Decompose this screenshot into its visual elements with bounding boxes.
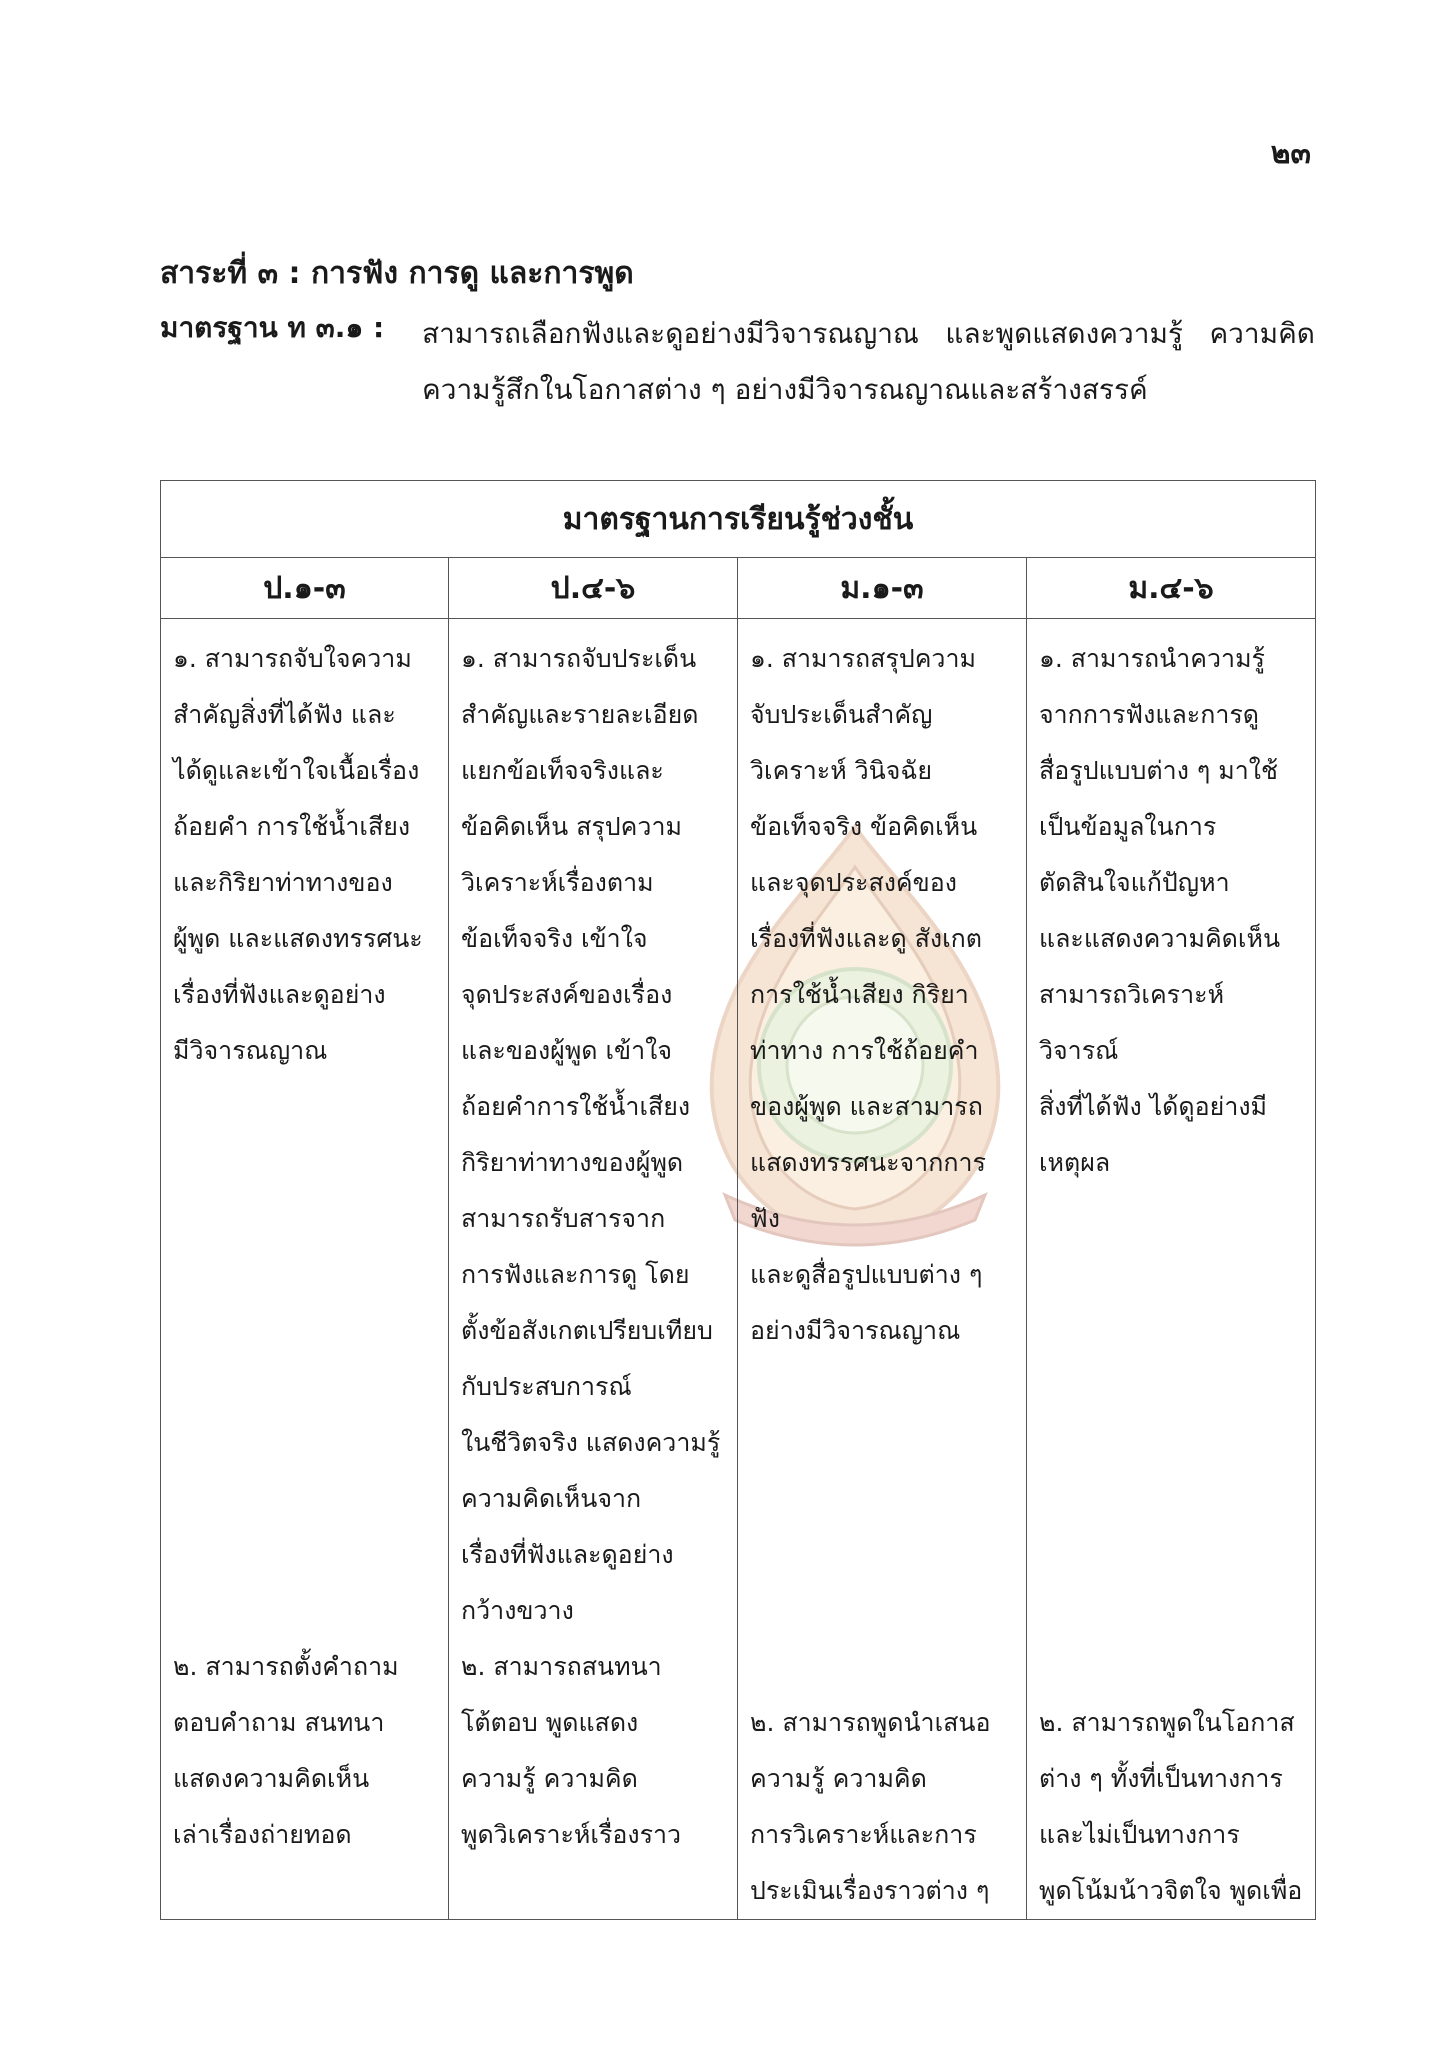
strand-title: สาระที่ ๓ : การฟัง การดู และการพูด	[160, 256, 634, 291]
item-line: สามารถวิเคราะห์วิจารณ์	[1039, 980, 1225, 1065]
level-heading-m1-3: ม.๑-๓	[738, 558, 1027, 619]
item-line: วิเคราะห์ วินิจฉัย	[750, 756, 933, 785]
item-line: วิเคราะห์เรื่องตาม	[461, 868, 654, 897]
standard-item-2	[750, 1695, 1014, 1919]
item-line: ความรู้ ความคิด	[461, 1764, 638, 1793]
item-line: และจุดประสงค์ของ	[750, 868, 957, 897]
item-line: แยกข้อเท็จจริงและ	[461, 756, 664, 785]
item-line: การวิเคราะห์และการ	[750, 1820, 977, 1849]
item-line: ๑. สามารถจับใจความ	[173, 644, 412, 673]
level-heading-m4-6: ม.๔-๖	[1027, 558, 1316, 619]
column-cell	[738, 619, 1027, 1920]
standards-table	[160, 480, 1316, 1920]
item-line: ความรู้ ความคิด	[750, 1764, 927, 1793]
item-line: และของผู้พูด เข้าใจ	[461, 1036, 673, 1065]
column-cell	[449, 619, 738, 1920]
page-number: ๒๓	[1270, 136, 1311, 171]
item-line: และแสดงความคิดเห็น	[1039, 924, 1281, 953]
item-line: พูดโน้มน้าวจิตใจ พูดเพื่อ	[1039, 1876, 1303, 1905]
item-line: ได้ดูและเข้าใจเนื้อเรื่อง	[173, 756, 420, 785]
standard-label: มาตรฐาน ท ๓.๑ :	[160, 311, 385, 344]
item-line: และไม่เป็นทางการ	[1039, 1820, 1240, 1849]
item-line: และกิริยาท่าทางของ	[173, 868, 393, 897]
item-line: ถ้อยคำ การใช้น้ำเสียง	[173, 812, 411, 841]
standard-item-1	[173, 631, 436, 1079]
item-line: พูดวิเคราะห์เรื่องราว	[461, 1820, 682, 1849]
item-line: ประเมินเรื่องราวต่าง ๆ	[750, 1876, 990, 1905]
item-line: ๑. สามารถนำความรู้	[1039, 644, 1265, 673]
standard-line: ความรู้สึกในโอกาสต่าง ๆ อย่างมีวิจารณญาณและสร้างสรรค์	[422, 373, 1148, 406]
item-line: และดูสื่อรูปแบบต่าง ๆ	[750, 1260, 983, 1289]
item-line: ข้อคิดเห็น สรุปความ	[461, 812, 682, 841]
standard-item-1	[750, 631, 1014, 1359]
standard-item-1	[1039, 631, 1303, 1191]
item-line: ท่าทาง การใช้ถ้อยคำ	[750, 1036, 979, 1065]
standard-item-1	[461, 631, 725, 1639]
item-line: ๑. สามารถจับประเด็น	[461, 644, 697, 673]
item-line: ตอบคำถาม สนทนา	[173, 1708, 385, 1737]
item-line: มีวิจารณญาณ	[173, 1036, 328, 1065]
standard-line: สามารถเลือกฟังและดูอย่างมีวิจารณญาณ และพูดแสดงความรู้ ความคิด	[422, 317, 1315, 350]
item-line: ของผู้พูด และสามารถ	[750, 1092, 983, 1121]
item-line: ๒. สามารถพูดนำเสนอ	[750, 1708, 991, 1737]
item-line: ๒. สามารถตั้งคำถาม	[173, 1652, 399, 1681]
item-line: จุดประสงค์ของเรื่อง	[461, 980, 673, 1009]
item-line: จากการฟังและการดู	[1039, 700, 1260, 729]
item-line: ๑. สามารถสรุปความ	[750, 644, 976, 673]
table-title: มาตรฐานการเรียนรู้ช่วงชั้น	[161, 481, 1316, 558]
item-line: สำคัญสิ่งที่ได้ฟัง และ	[173, 700, 396, 729]
column-cell	[161, 619, 449, 1920]
item-line: การใช้น้ำเสียง กิริยา	[750, 980, 969, 1009]
item-line: แสดงความคิดเห็น	[173, 1764, 370, 1793]
level-heading-p1-3: ป.๑-๓	[161, 558, 449, 619]
item-line: จับประเด็นสำคัญ	[750, 700, 933, 729]
item-line: อย่างมีวิจารณญาณ	[750, 1316, 961, 1345]
column-cell	[1027, 619, 1316, 1920]
item-line: ความคิดเห็นจาก	[461, 1484, 642, 1513]
standard-item-2	[173, 1639, 436, 1863]
item-line: กิริยาท่าทางของผู้พูด	[461, 1148, 684, 1177]
item-line: สิ่งที่ได้ฟัง ได้ดูอย่างมี	[1039, 1092, 1268, 1121]
item-line: กับประสบการณ์	[461, 1372, 632, 1401]
item-line: ในชีวิตจริง แสดงความรู้	[461, 1428, 721, 1457]
item-line: เล่าเรื่องถ่ายทอด	[173, 1820, 352, 1849]
item-line: สามารถรับสารจาก	[461, 1204, 666, 1233]
item-line: กว้างขวาง	[461, 1596, 574, 1625]
item-line: แสดงทรรศนะจากการฟัง	[750, 1148, 986, 1233]
item-line: เรื่องที่ฟังและดูอย่าง	[173, 980, 386, 1009]
item-line: ตัดสินใจแก้ปัญหา	[1039, 868, 1230, 897]
item-line: ถ้อยคำการใช้น้ำเสียง	[461, 1092, 691, 1121]
item-line: ๒. สามารถพูดในโอกาส	[1039, 1708, 1295, 1737]
item-line: ๒. สามารถสนทนา	[461, 1652, 662, 1681]
item-line: ข้อเท็จจริง เข้าใจ	[461, 924, 648, 953]
standard-text	[422, 306, 1315, 418]
item-line: ต่าง ๆ ทั้งที่เป็นทางการ	[1039, 1764, 1283, 1793]
standard-item-2	[1039, 1695, 1303, 1919]
item-line: โต้ตอบ พูดแสดง	[461, 1708, 639, 1737]
item-line: ตั้งข้อสังเกตเปรียบเทียบ	[461, 1316, 713, 1345]
item-line: เหตุผล	[1039, 1148, 1111, 1177]
item-line: เรื่องที่ฟังและดูอย่าง	[461, 1540, 674, 1569]
item-line: ข้อเท็จจริง ข้อคิดเห็น	[750, 812, 978, 841]
item-line: ผู้พูด และแสดงทรรศนะ	[173, 924, 423, 953]
item-line: เป็นข้อมูลในการ	[1039, 812, 1217, 841]
item-line: เรื่องที่ฟังและดู สังเกต	[750, 924, 983, 953]
item-line: สำคัญและรายละเอียด	[461, 700, 699, 729]
item-line: การฟังและการดู โดย	[461, 1260, 690, 1289]
standard-item-2	[461, 1639, 725, 1863]
level-heading-p4-6: ป.๔-๖	[449, 558, 738, 619]
item-line: สื่อรูปแบบต่าง ๆ มาใช้	[1039, 756, 1278, 785]
